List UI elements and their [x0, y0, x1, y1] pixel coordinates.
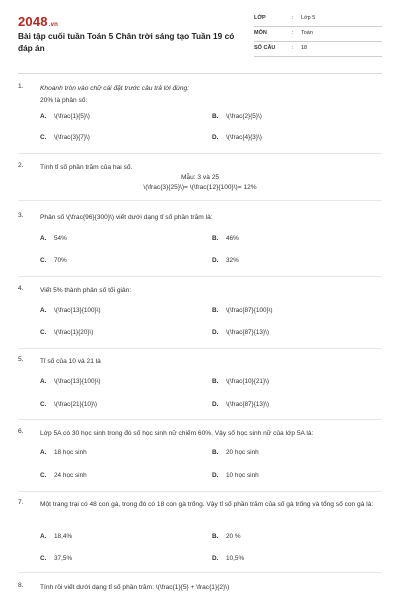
- option-letter: D.: [212, 134, 219, 141]
- option-text: 70%: [54, 257, 67, 264]
- option-text: 46%: [226, 235, 239, 242]
- option-c[interactable]: [40, 555, 72, 562]
- logo-suffix: .vn: [48, 22, 59, 28]
- info-colon: :: [292, 45, 294, 51]
- header: [18, 12, 382, 64]
- info-label: SỐ CÂU: [254, 45, 276, 51]
- option-text: 18,4%: [54, 533, 73, 540]
- option-d[interactable]: [212, 555, 244, 562]
- option-a[interactable]: [40, 378, 101, 385]
- option-text: \(\frac{1}{20}\): [54, 329, 94, 336]
- info-label: LỚP: [254, 15, 266, 21]
- option-c[interactable]: [40, 134, 90, 141]
- info-value: Lớp 5: [301, 15, 316, 21]
- question-text: Tính rồi viết dưới dạng tỉ số phần trăm: \(\frac{1}{5} + \frac{1}{2}\): [40, 584, 230, 591]
- option-c[interactable]: [40, 401, 97, 408]
- option-c[interactable]: [40, 329, 93, 336]
- info-row-class: [254, 12, 382, 27]
- info-label: MÔN: [254, 30, 267, 36]
- question-text: Khoanh tròn vào chữ cái đặt trước câu trả lời đúng:: [40, 85, 190, 92]
- option-letter: A.: [40, 533, 47, 540]
- question-divider: [18, 419, 382, 420]
- question-text: Phân số \(\frac{96}{300}\) viết dưới dạng tỉ số phần trăm là:: [40, 214, 213, 221]
- info-colon: :: [292, 15, 294, 21]
- option-a[interactable]: [40, 235, 67, 242]
- option-letter: A.: [40, 378, 47, 385]
- option-text: \(\frac{13}{100}\): [54, 307, 101, 314]
- option-a[interactable]: [40, 449, 87, 456]
- option-d[interactable]: [212, 134, 262, 141]
- option-letter: A.: [40, 235, 47, 242]
- option-text: 24 học sinh: [54, 472, 87, 479]
- option-text: 18 học sinh: [54, 449, 87, 456]
- option-letter: D.: [212, 257, 219, 264]
- question-divider: [18, 153, 382, 154]
- option-letter: B.: [212, 533, 219, 540]
- option-text: 10,5%: [226, 555, 245, 562]
- option-letter: C.: [40, 401, 47, 408]
- option-letter: A.: [40, 307, 47, 314]
- option-letter: B.: [212, 113, 219, 120]
- option-text: \(\frac{10}{21}\): [226, 378, 269, 385]
- question-number: 4.: [18, 285, 24, 292]
- option-text: \(\frac{1}{5}\): [54, 113, 90, 120]
- option-letter: D.: [212, 555, 219, 562]
- option-letter: B.: [212, 378, 219, 385]
- option-text: \(\frac{87}{13}\): [226, 401, 269, 408]
- option-text: \(\frac{87}{13}\): [226, 329, 269, 336]
- option-letter: B.: [212, 307, 219, 314]
- option-b[interactable]: [212, 307, 273, 314]
- question-text: Một trang trại có 48 con gà, trong đó có 18 con gà trống. Vậy tỉ số phần trăm của số gà trống và tổng số con gà là:: [40, 501, 374, 508]
- option-letter: B.: [212, 449, 219, 456]
- option-letter: C.: [40, 257, 47, 264]
- option-text: \(\frac{13}{100}\): [54, 378, 101, 385]
- option-d[interactable]: [212, 329, 269, 336]
- header-divider: [18, 73, 382, 74]
- option-d[interactable]: [212, 401, 269, 408]
- example-line-1: Mẫu: 3 và 25: [180, 174, 220, 181]
- example-line-2: \(\frac{3}{25}\)= \(\frac{12}{100}\)= 12%: [143, 184, 257, 191]
- question-number: 1.: [18, 83, 24, 90]
- question-number: 2.: [18, 162, 24, 169]
- option-d[interactable]: [212, 472, 259, 479]
- question-number: 6.: [18, 428, 24, 435]
- option-letter: D.: [212, 329, 219, 336]
- question-number: 5.: [18, 356, 24, 363]
- question-number: 7.: [18, 499, 24, 506]
- option-b[interactable]: [212, 449, 259, 456]
- option-text: \(\frac{4}{3}\): [226, 134, 262, 141]
- option-letter: D.: [212, 472, 219, 479]
- question-number: 8.: [18, 582, 24, 589]
- option-text: 20 học sinh: [226, 449, 259, 456]
- question-text: Lớp 5A có 30 học sinh trong đó số học sinh nữ chiếm 60%. Vậy số học sinh nữ của lớp 5A là:: [40, 430, 314, 437]
- question-divider: [18, 200, 382, 201]
- option-b[interactable]: [212, 113, 262, 120]
- document-title: Bài tập cuối tuần Toán 5 Chân trời sáng tạo Tuần 19 có đáp án: [18, 31, 235, 53]
- question-divider: [18, 276, 382, 277]
- info-value: Toán: [301, 30, 313, 36]
- question-text: Tính tỉ số phần trăm của hai số.: [40, 164, 133, 171]
- option-text: 32%: [226, 257, 239, 264]
- option-c[interactable]: [40, 257, 67, 264]
- option-letter: C.: [40, 329, 47, 336]
- option-text: 54%: [54, 235, 67, 242]
- option-text: 20 %: [226, 533, 241, 540]
- option-letter: C.: [40, 472, 47, 479]
- option-text: 37,5%: [54, 555, 73, 562]
- info-colon: :: [292, 30, 294, 36]
- option-text: \(\frac{3}{7}\): [54, 134, 90, 141]
- info-row-count: [254, 42, 382, 57]
- site-logo[interactable]: [18, 14, 58, 29]
- option-a[interactable]: [40, 307, 101, 314]
- option-a[interactable]: [40, 533, 72, 540]
- option-letter: A.: [40, 449, 47, 456]
- logo-main: 2048: [18, 14, 48, 29]
- question-subtext: 20% là phân số:: [40, 97, 88, 104]
- option-text: \(\frac{87}{100}\): [226, 307, 273, 314]
- option-letter: C.: [40, 134, 47, 141]
- option-letter: A.: [40, 113, 47, 120]
- info-table: [254, 12, 382, 57]
- option-b[interactable]: [212, 533, 241, 540]
- question-divider: [18, 348, 382, 349]
- option-letter: D.: [212, 401, 219, 408]
- question-text: Viết 5% thành phân số tối giản:: [40, 287, 132, 294]
- option-letter: C.: [40, 555, 47, 562]
- question-text: Tỉ số của 10 và 21 là: [40, 358, 101, 365]
- option-letter: B.: [212, 235, 219, 242]
- info-row-subject: [254, 27, 382, 42]
- option-text: \(\frac{2}{5}\): [226, 113, 262, 120]
- option-c[interactable]: [40, 472, 87, 479]
- question-number: 3.: [18, 212, 24, 219]
- option-d[interactable]: [212, 257, 239, 264]
- question-divider: [18, 572, 382, 573]
- option-a[interactable]: [40, 113, 90, 120]
- info-value: 18: [301, 45, 308, 51]
- option-text: \(\frac{21}{10}\): [54, 401, 97, 408]
- question-divider: [18, 491, 382, 492]
- option-b[interactable]: [212, 378, 269, 385]
- option-text: 10 học sinh: [226, 472, 259, 479]
- option-b[interactable]: [212, 235, 239, 242]
